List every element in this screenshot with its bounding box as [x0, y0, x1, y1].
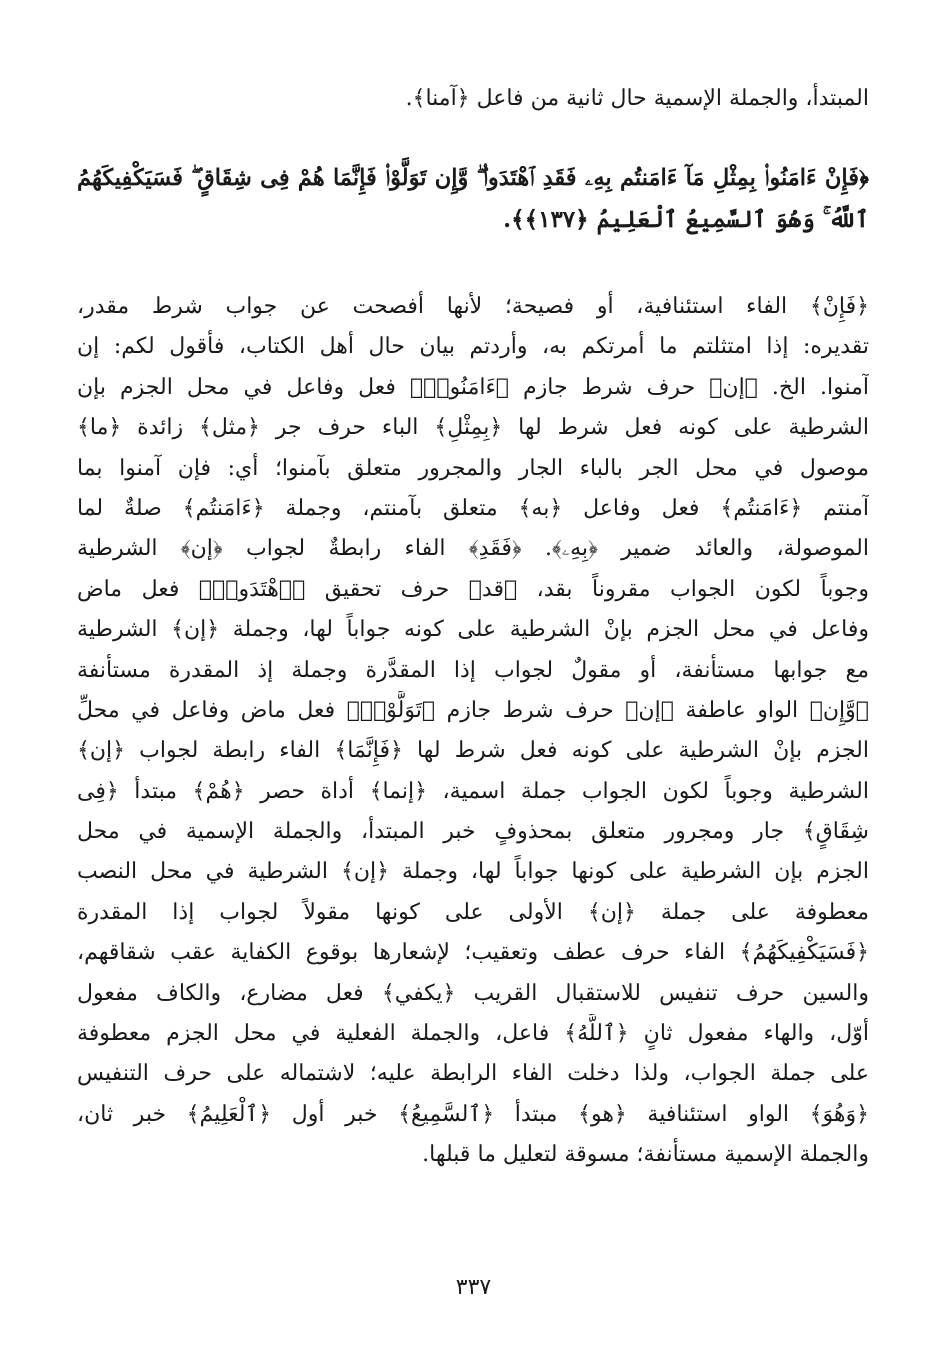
commentary-line: تقديره: إذا امتثلتم ما أمرتكم به، وأردتم بيان حال أهل الكتاب، فأقول لكم: إن — [77, 334, 869, 360]
commentary-line: على جملة الجواب، ولذا دخلت الفاء الرابطة عليه؛ لاشتماله على حرف التنفيس — [77, 1061, 869, 1087]
commentary-line: الشرطية وجوباً لكون الجواب جملة اسمية، ﴿إنما﴾ أداة حصر ﴿هُمْ﴾ مبتدأ ﴿فِى — [77, 778, 869, 804]
commentary-line: ﴿وَهُوَ﴾ الواو استئنافية ﴿هو﴾ مبتدأ ﴿ٱلسَّمِيعُ﴾ خبر أول ﴿ٱلْعَلِيمُ﴾ خبر ثان، — [77, 1101, 869, 1127]
grammatical-commentary — [77, 287, 869, 1176]
commentary-line: الجزم بإنْ الشرطية على كونه فعل شرط لها ﴿فَإِنَّمَا﴾ الفاء رابطة لجواب ﴿إن﴾ — [77, 738, 869, 764]
commentary-line: وفاعل في محل الجزم بإنْ الشرطية على كونه جواباً لها، وجملة ﴿إن﴾ الشرطية — [77, 617, 869, 643]
opening-line: المبتدأ، والجملة الإسمية حال ثانية من فاعل ﴿آمنا﴾. — [405, 86, 869, 111]
commentary-line: موصول في محل الجر بالباء الجار والمجرور متعلق بآمنوا؛ أي: فإن آمنوا بما — [77, 455, 869, 481]
commentary-line: ﴿فَإِنْ﴾ الفاء استئنافية، أو فصيحة؛ لأنها أفصحت عن جواب شرط مقدر، — [77, 294, 869, 319]
page-number: ٣٣٧ — [455, 1275, 492, 1300]
commentary-line: الجزم بإن الشرطية على كونها جواباً لها، وجملة ﴿إن﴾ الشرطية في محل النصب — [77, 859, 869, 885]
commentary-line: شِقَاقٍ﴾ جار ومجرور متعلق بمحذوفٍ خبر المبتدأ، والجملة الإسمية في محل — [77, 819, 869, 845]
commentary-line: ﴿وَّإِن﴾ الواو عاطفة ﴿إن﴾ حرف شرط جازم ﴿تَوَلَّوْا۟﴾ فعل ماض وفاعل في محلِّ — [77, 697, 869, 723]
commentary-line: ﴿فَسَيَكْفِيكَهُمُ﴾ الفاء حرف عطف وتعقيب؛ لإشعارها بوقوع الكفاية عقب شقاقهم، — [77, 940, 869, 966]
commentary-line: والجملة الإسمية مستأنفة؛ مسوقة لتعليل ما قبلها. — [422, 1142, 869, 1168]
commentary-line: وجوباً لكون الجواب مقروناً بقد، ﴿قد﴾ حرف تحقيق ﴿ٱهْتَدَوا۟﴾ فعل ماض — [77, 576, 869, 602]
verse-line-1: ﴿فَإِنْ ءَامَنُوا۟ بِمِثْلِ مَآ ءَامَنتُم بِهِۦ فَقَدِ ٱهْتَدَوا۟ ۖ وَّإِن تَوَلَّوْا۟ فَإِنَّمَا هُمْ فِى شِقَاقٍ ۖ فَسَيَكْفِيكَهُمُ — [77, 165, 869, 191]
opening-paragraph — [77, 80, 869, 118]
quran-verse — [77, 157, 869, 241]
commentary-line: والسين حرف تنفيس للاستقبال القريب ﴿يكفي﴾ فعل مضارع، والكاف مفعول — [77, 980, 869, 1006]
commentary-line: مع جوابها مستأنفة، أو مقولٌ لجواب إذا المقدَّرة وجملة إذ المقدرة مستأنفة — [77, 657, 869, 683]
commentary-line: معطوفة على جملة ﴿إن﴾ الأولى على كونها مقولاً لجواب إذا المقدرة — [77, 899, 869, 925]
commentary-line: الشرطية على كونه فعل شرط لها ﴿بِمِثْلِ﴾ الباء حرف جر ﴿مثل﴾ زائدة ﴿ما﴾ — [77, 415, 869, 441]
commentary-line: آمنوا. الخ. ﴿إن﴾ حرف شرط جازم ﴿ءَامَنُوا۟﴾ فعل وفاعل في محل الجزم بإن — [77, 374, 869, 400]
commentary-line: الموصولة، والعائد ضمير ﴿بِهِۦ﴾. ﴿فَقَدِ﴾ الفاء رابطةٌ لجواب ﴿إن﴾ الشرطية — [77, 536, 869, 562]
commentary-line: آمنتم ﴿ءَامَنتُم﴾ فعل وفاعل ﴿به﴾ متعلق بآمنتم، وجملة ﴿ءَامَنتُم﴾ صلةٌ لما — [77, 495, 869, 521]
verse-line-2: ٱللَّهُ ۚ وَهُوَ ٱلسَّمِيعُ ٱلْعَلِيمُ ﴿١٣٧﴾﴾. — [503, 206, 869, 233]
commentary-line: أوّل، والهاء مفعول ثانٍ ﴿ٱللَّهُ﴾ فاعل، والجملة الفعلية في محل الجزم معطوفة — [77, 1021, 869, 1047]
